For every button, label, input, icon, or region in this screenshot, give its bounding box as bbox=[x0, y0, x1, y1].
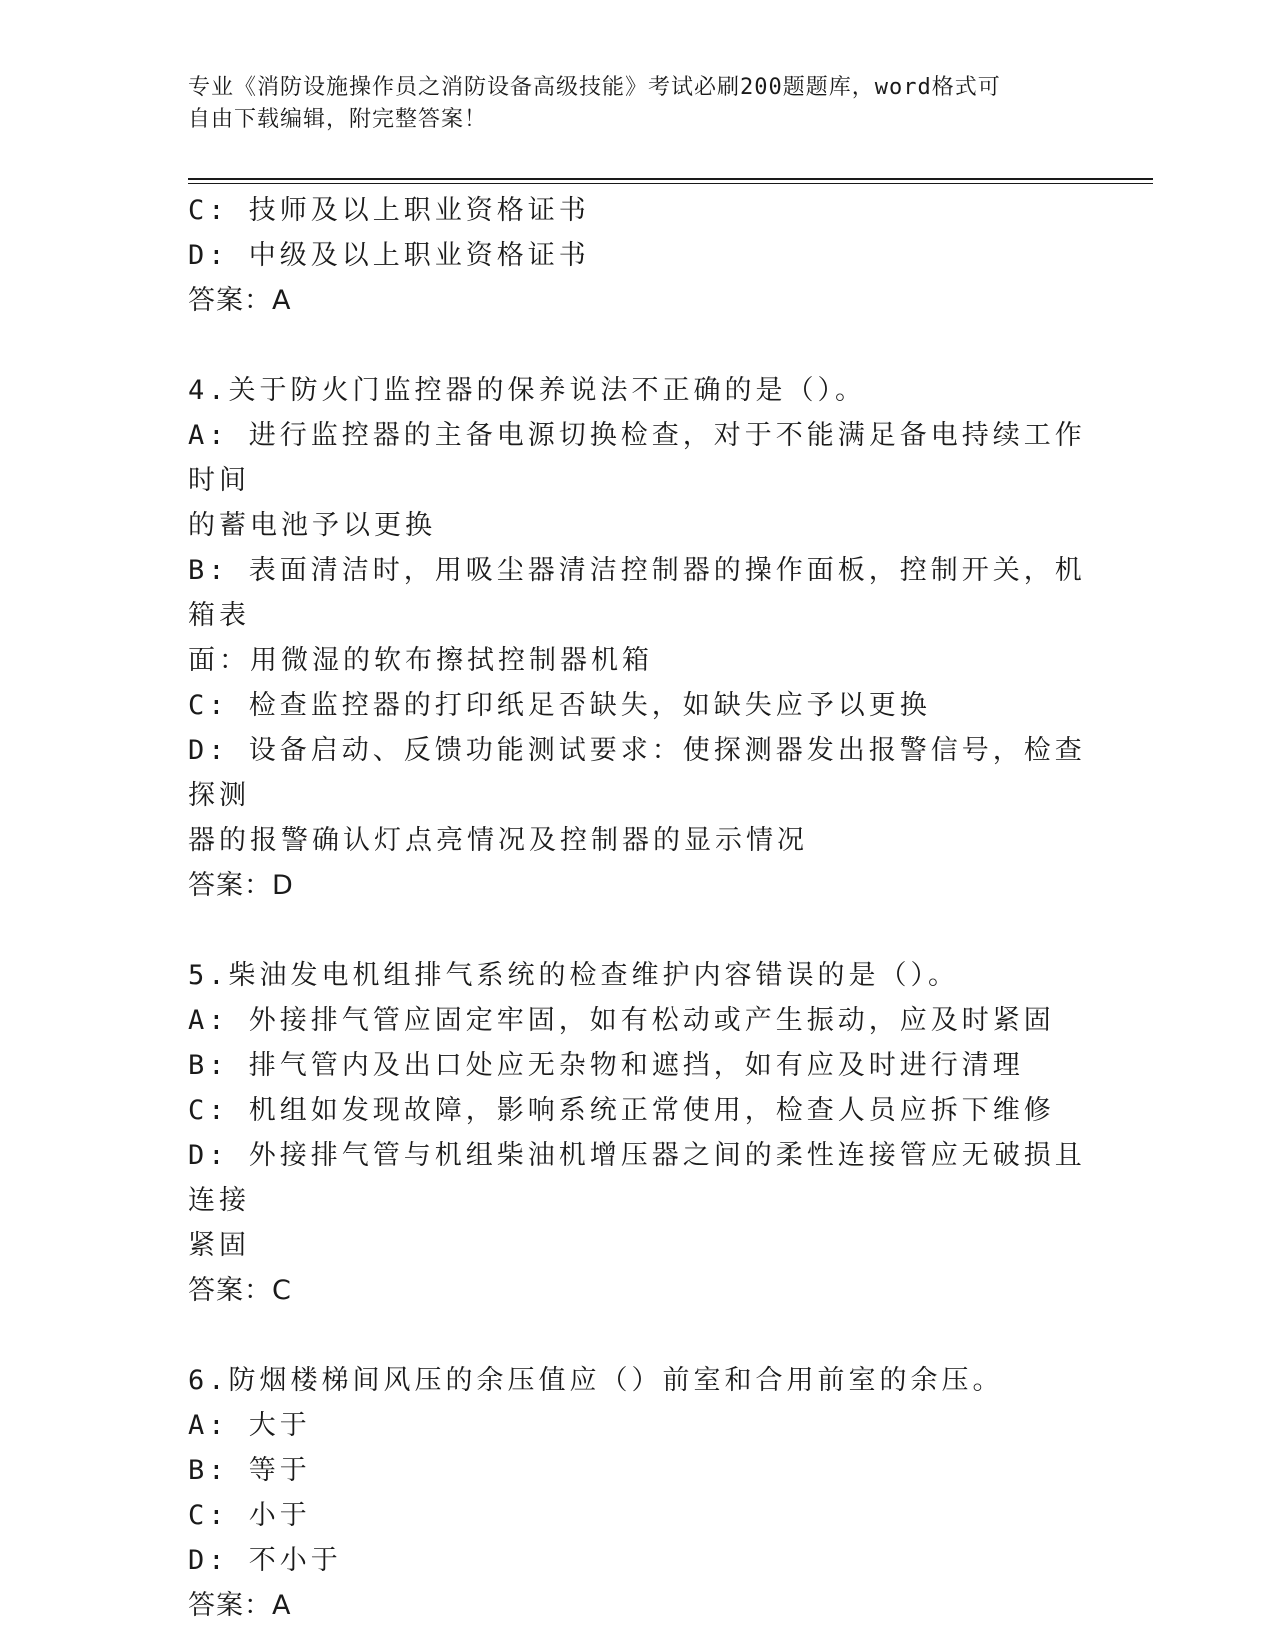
option-a-continued: 的蓄电池予以更换 bbox=[188, 510, 436, 541]
option-d-continued: 器的报警确认灯点亮情况及控制器的显示情况 bbox=[188, 825, 808, 856]
spacer bbox=[188, 323, 1088, 368]
answer: 答案：C bbox=[188, 1275, 292, 1306]
option-c: C: 小于 bbox=[188, 1500, 311, 1531]
option-b-continued: 面：用微湿的软布擦拭控制器机箱 bbox=[188, 645, 653, 676]
option-d: D: 外接排气管与机组柴油机增压器之间的柔性连接管应无破损且连接 bbox=[188, 1140, 1086, 1216]
answer: 答案：D bbox=[188, 870, 294, 901]
question-3-tail bbox=[188, 188, 1088, 323]
option-c: C: 检查监控器的打印纸足否缺失，如缺失应予以更换 bbox=[188, 690, 931, 721]
header-line-2: 自由下载编辑，附完整答案！ bbox=[188, 107, 488, 132]
option-d: D: 中级及以上职业资格证书 bbox=[188, 240, 590, 271]
option-d: D: 不小于 bbox=[188, 1545, 342, 1576]
question-6 bbox=[188, 1358, 1088, 1628]
spacer bbox=[188, 908, 1088, 953]
question-stem: 5.柴油发电机组排气系统的检查维护内容错误的是（）。 bbox=[188, 960, 960, 991]
question-stem: 4.关于防火门监控器的保养说法不正确的是（）。 bbox=[188, 375, 867, 406]
question-5 bbox=[188, 953, 1088, 1313]
answer: 答案：A bbox=[188, 285, 292, 316]
option-d-continued: 紧固 bbox=[188, 1230, 250, 1261]
option-a: A: 外接排气管应固定牢固，如有松动或产生振动，应及时紧固 bbox=[188, 1005, 1055, 1036]
option-d: D: 设备启动、反馈功能测试要求：使探测器发出报警信号，检查探测 bbox=[188, 735, 1086, 811]
question-4 bbox=[188, 368, 1088, 908]
option-b: B: 排气管内及出口处应无杂物和遮挡，如有应及时进行清理 bbox=[188, 1050, 1024, 1081]
option-a: A: 进行监控器的主备电源切换检查，对于不能满足备电持续工作时间 bbox=[188, 420, 1086, 496]
option-b: B: 表面清洁时，用吸尘器清洁控制器的操作面板，控制开关，机箱表 bbox=[188, 555, 1086, 631]
question-content bbox=[188, 188, 1088, 1628]
header-divider bbox=[188, 178, 1153, 184]
option-b: B: 等于 bbox=[188, 1455, 311, 1486]
answer: 答案：A bbox=[188, 1590, 292, 1621]
question-stem: 6.防烟楼梯间风压的余压值应（）前室和合用前室的余压。 bbox=[188, 1365, 1004, 1396]
spacer bbox=[188, 1313, 1088, 1358]
option-a: A: 大于 bbox=[188, 1410, 311, 1441]
option-c: C: 机组如发现故障，影响系统正常使用，检查人员应拆下维修 bbox=[188, 1095, 1055, 1126]
option-c: C: 技师及以上职业资格证书 bbox=[188, 195, 590, 226]
document-header bbox=[188, 72, 1068, 136]
header-line-1: 专业《消防设施操作员之消防设备高级技能》考试必刷200题题库，word格式可 bbox=[188, 75, 1001, 100]
